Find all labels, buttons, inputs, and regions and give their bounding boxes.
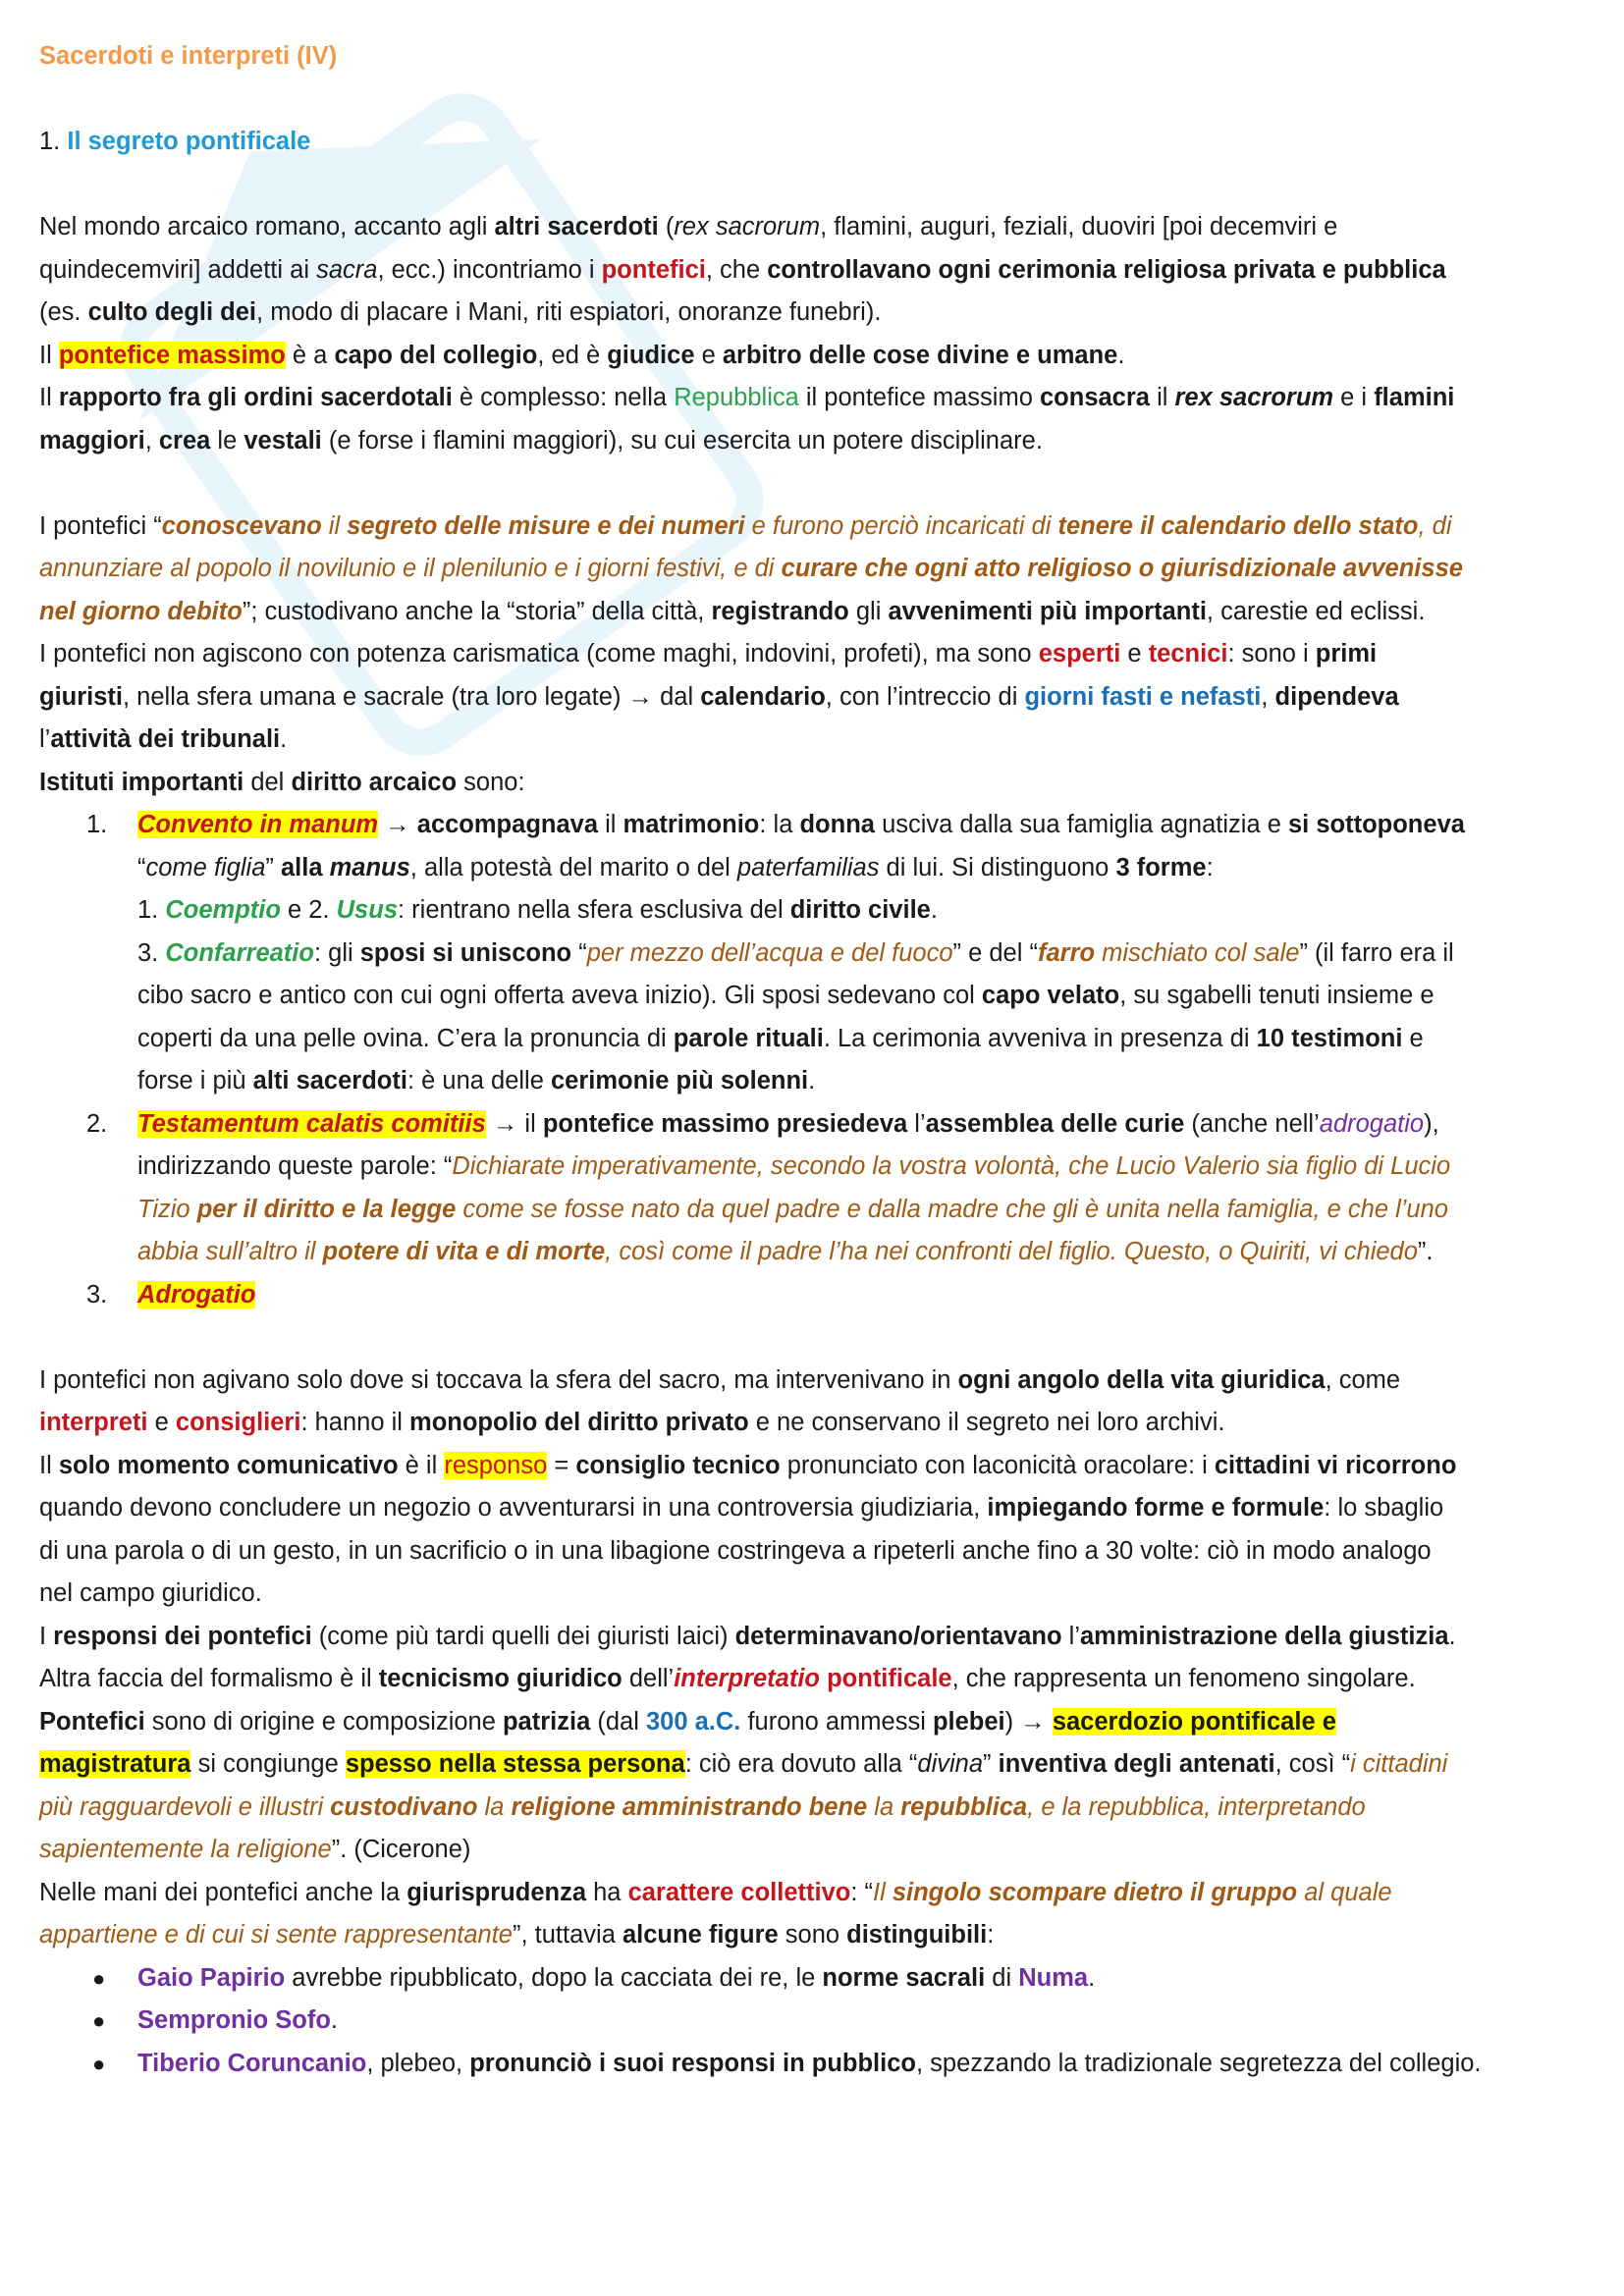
section-heading: 1. Il segreto pontificale: [39, 128, 311, 155]
bullet-icon: ●: [92, 2051, 106, 2076]
paragraph-6: Istituti importanti del diritto arcaico sono:: [39, 768, 525, 796]
document-title: Sacerdoti e interpreti (IV): [39, 42, 338, 70]
paragraph-9: I responsi dei pontefici (come più tardi quelli dei giuristi laici) determinavano/orientavano l’amministrazione della giustizia.: [39, 1622, 1456, 1650]
paragraph-1: Nel mondo arcaico romano, accanto agli altri sacerdoti (rex sacrorum, flamini, auguri, feziali, duoviri [poi decemviri e quindecemviri] addetti ai sacra, ecc.) incontriamo i pontefici, che controllavano ogni cerimonia religiosa privata e pubblica (es. culto degli dei, modo di placare i Mani, riti espiatori, onoranze funebri).: [39, 213, 1446, 326]
list-item: ● Tiberio Coruncanio, plebeo, pronunciò i suoi responsi in pubblico, spezzando la tradizionale segretezza del collegio.: [39, 2043, 1600, 2086]
list-item-1: 1. Convento in manum → accompagnava il matrimonio: la donna usciva dalla sua famiglia agnatizia e si sottoponeva “come figlia” alla manus, alla potestà del marito o del paterfamilias di lui. Si distinguono 3 forme: 1. Coemptio e 2. Usus: rientrano nella sfera esclusiva del diritto civile. 3. Confarreatio: gli sposi si uniscono “per mezzo dell’acqua e del fuoco” e del “farro mischiato col sale” (il farro era il cibo sacro e antico con cui ogni offerta aveva inizio). Gli sposi sedevano col capo velato, su sgabelli tenuti insieme e coperti da una pelle ovina. C’era la pronuncia di parole rituali. La cerimonia avveniva in presenza di 10 testimoni e forse i più alti sacerdoti: è una delle cerimonie più solenni.: [86, 811, 1465, 1095]
paragraph-7: I pontefici non agivano solo dove si toccava la sfera del sacro, ma intervenivano in ogni angolo della vita giuridica, come interpreti e consiglieri: hanno il monopolio del diritto privato e ne conservano il segreto nei loro archivi.: [39, 1365, 1401, 1436]
paragraph-10: Altra faccia del formalismo è il tecnicismo giuridico dell’interpretatio pontificale, che rappresenta un fenomeno singolare.: [39, 1665, 1416, 1692]
bullet-icon: ●: [92, 2008, 106, 2033]
bullet-icon: ●: [92, 1965, 106, 1991]
list-item-3: 3. Adrogatio: [86, 1280, 256, 1308]
list-item-2: 2. Testamentum calatis comitiis → il pontefice massimo presiedeva l’assemblea delle curie (anche nell’adrogatio), indirizzando queste parole: “Dichiarate imperativamente, secondo la vostra volontà, che Lucio Valerio sia figlio di Lucio Tizio per il diritto e la legge come se fosse nato da quel padre e dalla madre che gli è unita nella famiglia, e che l’uno abbia sull’altro il potere di vita e di morte, così come il padre l’ha nei confronti del figlio. Questo, o Quiriti, vi chiedo”.: [86, 1109, 1451, 1265]
paragraph-8: Il solo momento comunicativo è il responso = consiglio tecnico pronunciato con laconicità oracolare: i cittadini vi ricorrono quando devono concludere un negozio o avventurarsi in una controversia giudiziaria, impiegando forme e formule: lo sbaglio di una parola o di un gesto, in un sacrificio o in una libagione costringeva a ripeterli anche fino a 30 volte: ciò in modo analogo nel campo giuridico.: [39, 1451, 1457, 1607]
paragraph-12: Nelle mani dei pontefici anche la giurisprudenza ha carattere collettivo: “Il singolo scompare dietro il gruppo al quale appartiene e di cui si sente rappresentante”, tuttavia alcune figure sono distinguibili:: [39, 1878, 1392, 1949]
paragraph-4: I pontefici “conoscevano il segreto delle misure e dei numeri e furono perciò incaricati di tenere il calendario dello stato, di annunziare al popolo il novilunio e il plenilunio e i giorni festivi, e di curare che ogni atto religioso o giurisdizionale avvenisse nel giorno debito”; custodivano anche la “storia” della città, registrando gli avvenimenti più importanti, carestie ed eclissi.: [39, 511, 1463, 625]
paragraph-5: I pontefici non agiscono con potenza carismatica (come maghi, indovini, profeti), ma sono esperti e tecnici: sono i primi giuristi, nella sfera umana e sacrale (tra loro legate) → dal calendario, con l’intreccio di giorni fasti e nefasti, dipendeva l’attività dei tribunali.: [39, 640, 1399, 753]
paragraph-11: Pontefici sono di origine e composizione patrizia (dal 300 a.C. furono ammessi plebei) → sacerdozio pontificale e magistratura si congiunge spesso nella stessa persona: ciò era dovuto alla “divina” inventiva degli antenati, così “i cittadini più ragguardevoli e illustri custodivano la religione amministrando bene la repubblica, e la repubblica, interpretando sapientemente la religione”. (Cicerone): [39, 1707, 1448, 1863]
list-item: ● Sempronio Sofo.: [39, 2000, 1600, 2043]
document-body: [39, 35, 1600, 2085]
paragraph-3: Il rapporto fra gli ordini sacerdotali è complesso: nella Repubblica il pontefice massimo consacra il rex sacrorum e i flamini maggiori, crea le vestali (e forse i flamini maggiori), su cui esercita un potere disciplinare.: [39, 384, 1455, 454]
bullet-list: [39, 1957, 1600, 2086]
list-item: ● Gaio Papirio avrebbe ripubblicato, dopo la cacciata dei re, le norme sacrali di Numa.: [39, 1957, 1600, 2001]
paragraph-2: Il pontefice massimo è a capo del collegio, ed è giudice e arbitro delle cose divine e umane.: [39, 341, 1125, 369]
